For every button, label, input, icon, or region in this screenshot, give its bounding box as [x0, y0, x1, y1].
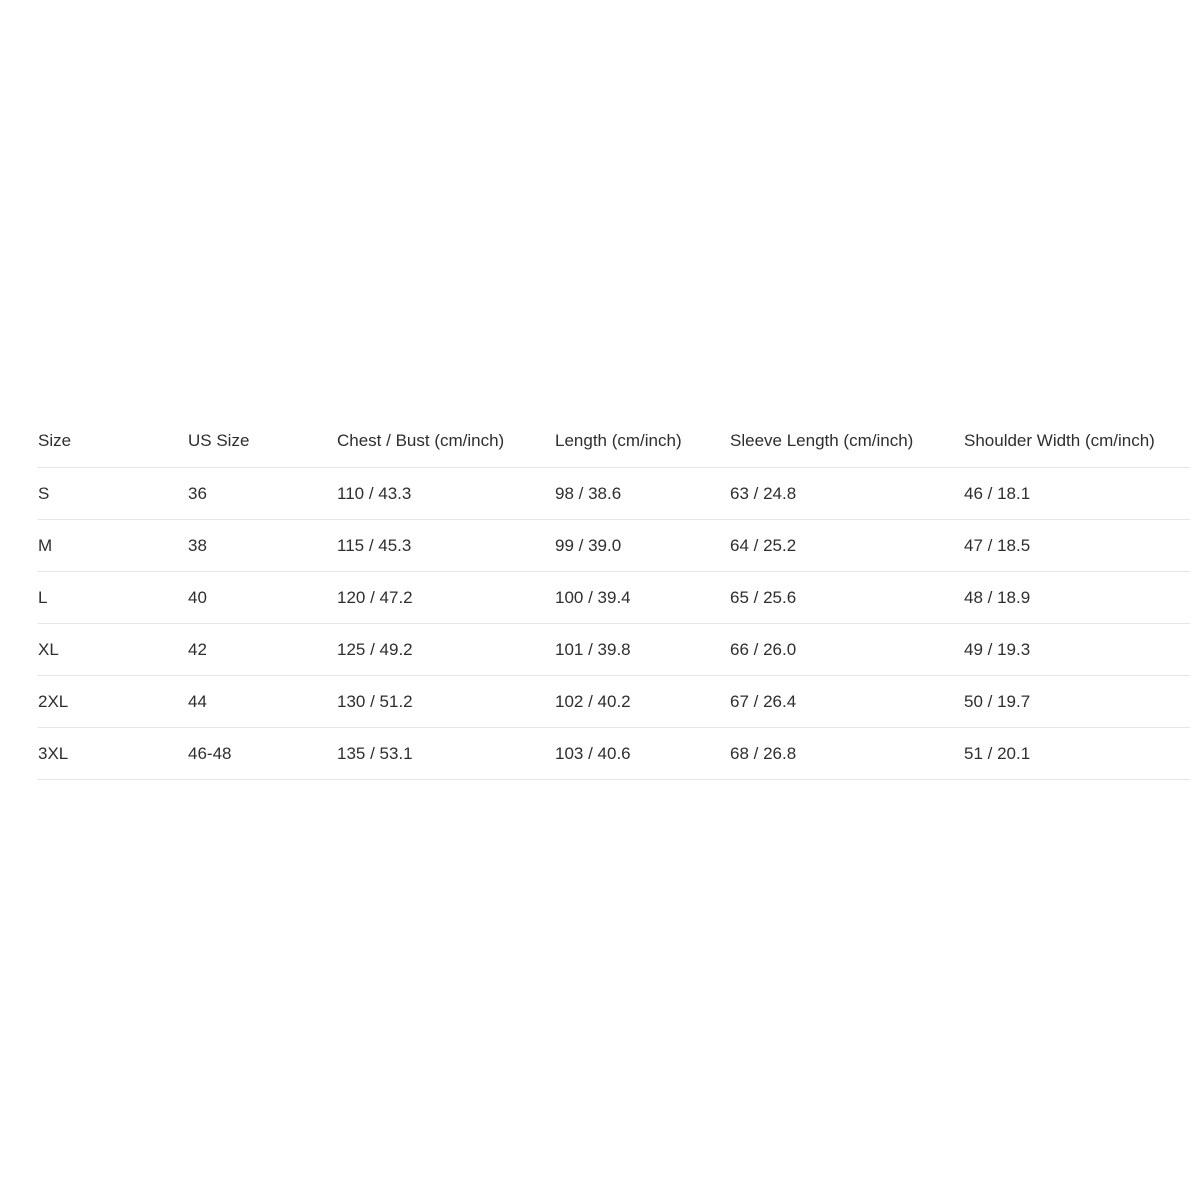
cell-us-size: 38: [188, 520, 337, 572]
cell-size: S: [38, 468, 188, 520]
cell-sleeve-length: 64 / 25.2: [730, 520, 964, 572]
cell-chest-bust: 110 / 43.3: [337, 468, 555, 520]
cell-chest-bust: 130 / 51.2: [337, 676, 555, 728]
header-length: Length (cm/inch): [555, 415, 730, 468]
cell-size: 3XL: [38, 728, 188, 780]
table-row: [38, 624, 1190, 676]
cell-length: 98 / 38.6: [555, 468, 730, 520]
header-row: [38, 415, 1190, 468]
cell-sleeve-length: 65 / 25.6: [730, 572, 964, 624]
header-shoulder-width: Shoulder Width (cm/inch): [964, 415, 1190, 468]
cell-shoulder-width: 51 / 20.1: [964, 728, 1190, 780]
cell-chest-bust: 135 / 53.1: [337, 728, 555, 780]
cell-chest-bust: 115 / 45.3: [337, 520, 555, 572]
cell-sleeve-length: 67 / 26.4: [730, 676, 964, 728]
cell-length: 101 / 39.8: [555, 624, 730, 676]
header-us-size: US Size: [188, 415, 337, 468]
cell-length: 100 / 39.4: [555, 572, 730, 624]
table-row: [38, 572, 1190, 624]
cell-size: XL: [38, 624, 188, 676]
size-chart-table: [38, 415, 1190, 780]
table-header: [38, 415, 1190, 468]
cell-length: 99 / 39.0: [555, 520, 730, 572]
cell-us-size: 36: [188, 468, 337, 520]
table-row: [38, 468, 1190, 520]
cell-us-size: 46-48: [188, 728, 337, 780]
cell-shoulder-width: 50 / 19.7: [964, 676, 1190, 728]
cell-size: M: [38, 520, 188, 572]
cell-shoulder-width: 47 / 18.5: [964, 520, 1190, 572]
cell-shoulder-width: 49 / 19.3: [964, 624, 1190, 676]
cell-shoulder-width: 48 / 18.9: [964, 572, 1190, 624]
cell-us-size: 44: [188, 676, 337, 728]
cell-sleeve-length: 68 / 26.8: [730, 728, 964, 780]
cell-shoulder-width: 46 / 18.1: [964, 468, 1190, 520]
cell-chest-bust: 120 / 47.2: [337, 572, 555, 624]
table-body: [38, 468, 1190, 780]
cell-sleeve-length: 63 / 24.8: [730, 468, 964, 520]
cell-sleeve-length: 66 / 26.0: [730, 624, 964, 676]
header-sleeve-length: Sleeve Length (cm/inch): [730, 415, 964, 468]
cell-chest-bust: 125 / 49.2: [337, 624, 555, 676]
cell-size: 2XL: [38, 676, 188, 728]
table-row: [38, 520, 1190, 572]
cell-us-size: 42: [188, 624, 337, 676]
table-row: [38, 728, 1190, 780]
header-chest-bust: Chest / Bust (cm/inch): [337, 415, 555, 468]
cell-length: 103 / 40.6: [555, 728, 730, 780]
cell-size: L: [38, 572, 188, 624]
header-size: Size: [38, 415, 188, 468]
cell-us-size: 40: [188, 572, 337, 624]
table-row: [38, 676, 1190, 728]
cell-length: 102 / 40.2: [555, 676, 730, 728]
